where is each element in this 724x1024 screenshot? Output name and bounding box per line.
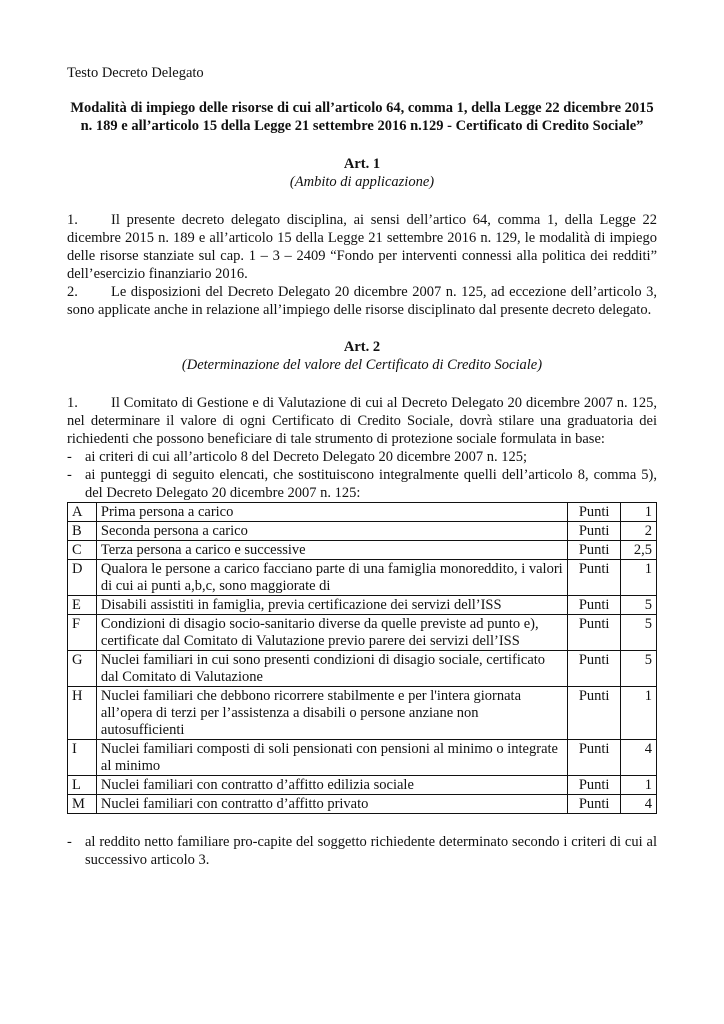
row-code: E [68,596,97,615]
row-points-label: Punti [568,615,621,651]
row-points-label: Punti [568,596,621,615]
row-code: M [68,795,97,814]
row-description: Condizioni di disagio socio-sanitario diverse da quelle previste ad punto e), certificate dal Comitato di Valutazione previo parere dei servizi dell’ISS [96,615,567,651]
document-page [67,64,657,869]
article-1-paragraph-2 [67,283,657,319]
row-code: I [68,740,97,776]
row-code: L [68,776,97,795]
row-points-label: Punti [568,522,621,541]
document-title: Modalità di impiego delle risorse di cui all’articolo 64, comma 1, della Legge 22 dicembre 2015 n. 189 e all’articolo 15 della Legge 21 settembre 2016 n.129 - Certificato di Credito Sociale” [70,100,654,134]
row-points-label: Punti [568,651,621,687]
bullet-text: al reddito netto familiare pro-capite del soggetto richiedente determinato secondo i criteri di cui al successivo articolo 3. [85,834,657,868]
article-2-subtitle: (Determinazione del valore del Certificato di Credito Sociale) [181,357,543,373]
row-points-value: 1 [621,776,657,795]
paragraph-text: Il Comitato di Gestione e di Valutazione di cui al Decreto Delegato 20 dicembre 2007 n. 125, nel determinare il valore di ogni Certificato di Credito Sociale, dovrà stilare una graduatoria dei richiedenti che possono beneficiare di tale strumento di protezione sociale formulata in base: [67,395,657,447]
table-row [68,795,657,814]
row-points-value: 5 [621,651,657,687]
row-points-value: 2 [621,522,657,541]
row-code: G [68,651,97,687]
row-points-value: 4 [621,740,657,776]
row-points-value: 1 [621,560,657,596]
row-points-value: 1 [621,687,657,740]
row-points-label: Punti [568,541,621,560]
table-row [68,740,657,776]
row-description: Disabili assistiti in famiglia, previa certificazione dei servizi dell’ISS [96,596,567,615]
table-row [68,776,657,795]
row-description: Prima persona a carico [96,503,567,522]
row-points-label: Punti [568,740,621,776]
row-points-value: 5 [621,615,657,651]
row-points-value: 5 [621,596,657,615]
row-description: Nuclei familiari con contratto d’affitto privato [96,795,567,814]
row-code: H [68,687,97,740]
row-description: Terza persona a carico e successive [96,541,567,560]
paragraph-text: Le disposizioni del Decreto Delegato 20 dicembre 2007 n. 125, ad eccezione dell’articolo 3, sono applicate anche in relazione all’impiego delle risorse disciplinato dal presente decreto delegato. [67,284,657,318]
row-description: Nuclei familiari con contratto d’affitto edilizia sociale [96,776,567,795]
row-code: C [68,541,97,560]
article-1-paragraph-1 [67,211,657,283]
score-table [67,502,657,814]
table-row [68,503,657,522]
row-points-value: 2,5 [621,541,657,560]
table-row [68,522,657,541]
bullet-text: ai punteggi di seguito elencati, che sostituiscono integralmente quelli dell’articolo 8, comma 5), del Decreto Delegato 20 dicembre 2007 n. 125: [85,467,657,501]
row-code: A [68,503,97,522]
row-description: Nuclei familiari che debbono ricorrere stabilmente e per l'intera giornata all’opera di terzi per l’assistenza a disabili o persone anziane non autosufficienti [96,687,567,740]
row-points-label: Punti [568,776,621,795]
bullet-dash: - [67,467,72,483]
article-2-paragraph-1 [67,394,657,448]
row-points-label: Punti [568,795,621,814]
table-row [68,541,657,560]
row-points-label: Punti [568,560,621,596]
table-row [68,596,657,615]
row-code: B [68,522,97,541]
paragraph-number: 2. [67,284,78,300]
row-code: D [68,560,97,596]
bullet-item [67,466,657,502]
row-description: Nuclei familiari in cui sono presenti condizioni di disagio sociale, certificato dal Comitato di Valutazione [96,651,567,687]
bullet-text: ai criteri di cui all’articolo 8 del Decreto Delegato 20 dicembre 2007 n. 125; [85,449,528,465]
table-row [68,687,657,740]
row-description: Qualora le persone a carico facciano parte di una famiglia monoreddito, i valori di cui ai punti a,b,c, sono maggiorate di [96,560,567,596]
row-points-label: Punti [568,687,621,740]
article-2-heading: Art. 2 [343,339,381,355]
table-row [68,560,657,596]
row-points-value: 4 [621,795,657,814]
paragraph-number: 1. [67,395,78,411]
table-row [68,615,657,651]
row-points-value: 1 [621,503,657,522]
bullet-item [67,833,657,869]
article-1-heading: Art. 1 [343,156,381,172]
paragraph-text: Il presente decreto delegato disciplina, ai sensi dell’artico 64, comma 1, della Legge 22 dicembre 2015 n. 189 e all’articolo 15 della Legge 21 settembre 2016 n. 129, le modalità di impiego delle risorse stanziate sul cap. 1 – 3 – 2409 “Fondo per interventi connessi alla politica dei redditi” dell’esercizio finanziario 2016. [67,212,657,282]
row-description: Nuclei familiari composti di soli pensionati con pensioni al minimo o integrate al minimo [96,740,567,776]
table-row [68,651,657,687]
bullet-dash: - [67,834,72,850]
row-code: F [68,615,97,651]
bullet-item [67,448,657,466]
row-description: Seconda persona a carico [96,522,567,541]
paragraph-number: 1. [67,212,78,228]
article-1-subtitle: (Ambito di applicazione) [289,174,435,190]
row-points-label: Punti [568,503,621,522]
document-pre-title: Testo Decreto Delegato [67,65,204,81]
bullet-dash: - [67,449,72,465]
